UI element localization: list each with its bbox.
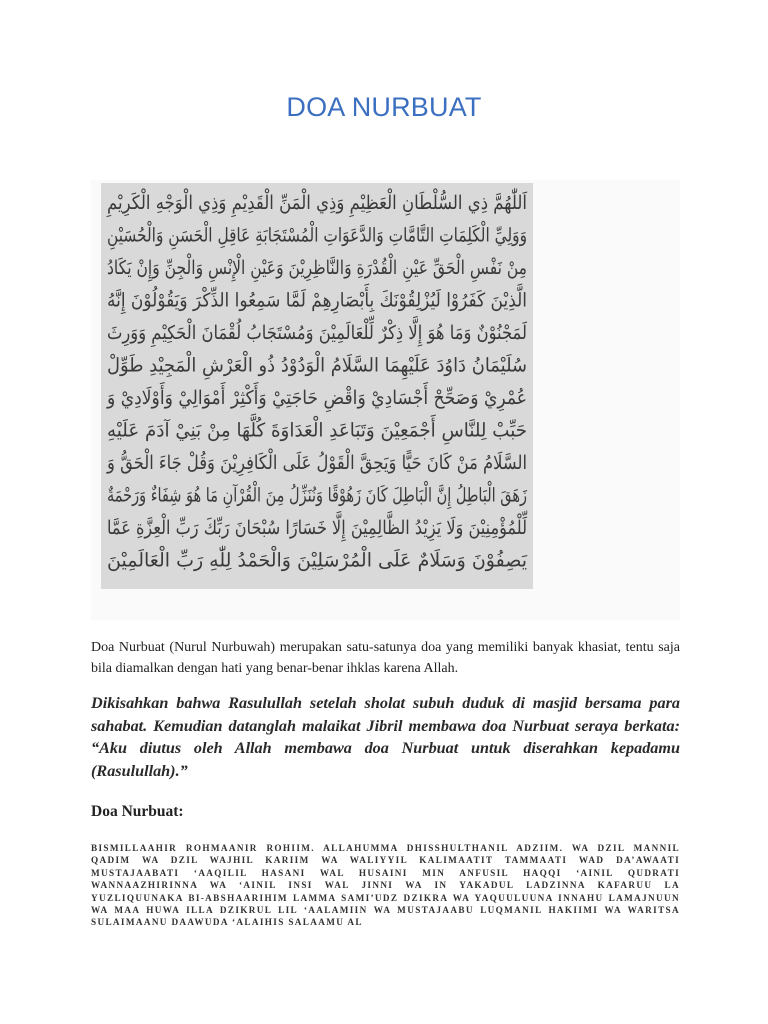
arabic-line: لِّلْمُؤْمِنِيْنَ وَلَا يَزِيْدُ الظَّالِمِيْنَ إِلَّا خَسَارًا سُبْحَانَ رَبِّكَ رَبِّ الْعِزَّةِ عَمَّا — [107, 517, 602, 539]
arabic-line: يَصِفُوْنَ وَسَلَامٌ عَلَى الْمُرْسَلِيْنَ وَالْحَمْدُ لِلّٰهِ رَبِّ الْعَالَمِيْنَ — [107, 549, 527, 572]
arabic-line: مِنْ نَفْسِ الْحَقِّ عَيْنِ الْقُدْرَةِ وَالنَّاظِرِيْنَ وَعَيْنِ الْإِنْسِ وَالْجِنِّ وَإِنْ يَكَادُ — [107, 257, 621, 279]
page-title: DOA NURBUAT — [286, 92, 482, 122]
arabic-line: عُمْرِيْ وَصَحِّحْ أَجْسَادِيْ وَاقْضِ حَاجَتِيْ وَأَكْثِرْ أَمْوَالِيْ وَأَوْلَادِيْ وَ — [107, 387, 573, 409]
prayer-transliteration: BISMILLAAHIR ROHMAANIR ROHIIM. ALLAHUMMA DHISSHULTHANIL ADZIIM. WA DZIL MANNIL QADIM WA DZIL WAJHIL KARIIM WA WALIYYIL KALIMAATIT TAMMAATI WAD DA’AWAATI MUSTAJAABATI ‘AAQILIL HASANI WAL HUSAINI MIN ANFUSIL HAQQI ‘AINIL QUDRATI WANNAAZHIRINNA WA ‘AINIL INSI WAL JINNI WA IN YAKADUL LADZINNA KAFARUU LA YUZLIQUUNAKA BI-ABSHAARIHIM LAMMA SAMI’UDZ DZIKRA WA YAQUULUUNA INNAHU LAMAJNUUN WA MAA HUWA ILLA DZIKRUL LIL ‘AALAMIIN WA MUSTAJAABU LUQMANIL HAKIIMI WA WARITSA SULAIMAANU DAAWUDA ‘ALAIHIS SALAAMU AL — [91, 843, 680, 928]
arabic-line: زَهَقَ الْبَاطِلُ إِنَّ الْبَاطِلَ كَانَ زَهُوْقًا وَنُنَزِّلُ مِنَ الْقُرْآنِ مَا هُوَ شِفَاءٌ وَرَحْمَةٌ — [107, 484, 658, 507]
arabic-line: سُلَيْمَانُ دَاوُدَ عَلَيْهِمَا السَّلَامُ الْوَدُوْدُ ذُو الْعَرْشِ الْمَجِيْدِ طَوِّلْ — [107, 354, 553, 377]
arabic-line: السَّلَامُ مَنْ كَانَ حَيًّا وَيَحِقَّ الْقَوْلُ عَلَى الْكَافِرِيْنَ وَقُلْ جَاءَ الْحَقُّ وَ — [107, 452, 596, 474]
arabic-line: لَمَجْنُوْنٌ وَمَا هُوَ إِلَّا ذِكْرٌ لِّلْعَالَمِيْنَ وَمُسْتَجَابُ لُقْمَانَ الْحَكِيْمِ وَوَرِثَ — [107, 322, 595, 344]
hadith-quote: Dikisahkan bahwa Rasulullah setelah sholat subuh duduk di masjid bersama para sahabat. Kemudian datanglah malaikat Jibril membawa doa Nurbuat seraya berkata: “Aku diutus oleh Allah membawa doa Nurbuat untuk diserahkan kepadamu (Rasulullah).” — [91, 694, 680, 780]
arabic-line: الَّذِيْنَ كَفَرُوْا لَيُزْلِقُوْنَكَ بِأَبْصَارِهِمْ لَمَّا سَمِعُوا الذِّكْرَ وَيَقُوْلُوْنَ إِنَّهُ — [107, 289, 578, 312]
arabic-line: حَبِّبْ لِلنَّاسِ أَجْمَعِيْنَ وَتَبَاعَدِ الْعَدَاوَةَ كُلَّهَا مِنْ بَنِيْ آدَمَ عَلَيْهِ — [107, 419, 544, 442]
intro-paragraph: Doa Nurbuat (Nurul Nurbuwah) merupakan satu-satunya doa yang memiliki banyak khasiat, tentu saja bila diamalkan dengan hati yang benar-benar ihklas karena Allah. — [91, 640, 680, 676]
prayer-subheading: Doa Nurbuat: — [91, 803, 184, 820]
arabic-prayer-scan-image — [101, 183, 658, 589]
arabic-line: اَللّٰهُمَّ ذِي السُّلْطَانِ الْعَظِيْمِ وَذِي الْمَنِّ الْقَدِيْمِ وَذِي الْوَجْهِ الْكَرِيْمِ — [107, 192, 591, 214]
arabic-line: وَوَلِيِّ الْكَلِمَاتِ التَّامَّاتِ وَالدَّعَوَاتِ الْمُسْتَجَابَةِ عَاقِلِ الْحَسَنِ وَالْحُسَيْنِ — [107, 224, 627, 247]
